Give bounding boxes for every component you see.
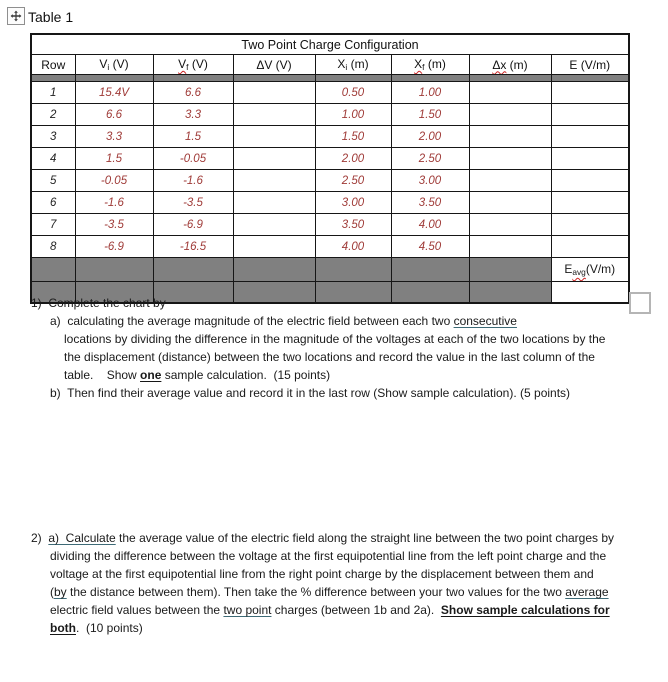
text-segment: avg [572, 267, 586, 278]
text-segment: locations by dividing the difference in the magnitude of the voltages at each of the two locations by the [64, 332, 606, 346]
separator-cell [31, 75, 75, 82]
cell-vf[interactable]: -3.5 [153, 192, 233, 214]
cell-vi[interactable]: 6.6 [75, 104, 153, 126]
cell-e[interactable] [551, 104, 629, 126]
col-header-e [551, 55, 629, 75]
instructions-question-2 [31, 529, 656, 637]
text-segment: (V) [109, 56, 129, 71]
cell-xf[interactable]: 1.50 [391, 104, 469, 126]
cell-row-number[interactable]: 2 [31, 104, 75, 126]
text-segment: E [564, 261, 573, 276]
cell-vi[interactable]: 3.3 [75, 126, 153, 148]
cell-xi[interactable]: 2.00 [315, 148, 391, 170]
text-segment: Δx [492, 57, 507, 72]
text-segment: ΔV (V) [256, 57, 292, 72]
instructions-question-1 [31, 294, 656, 402]
table-row [31, 214, 629, 236]
cell-dv[interactable] [233, 126, 315, 148]
cell-dx[interactable] [469, 214, 551, 236]
cell-dx[interactable] [469, 236, 551, 258]
cell-xf[interactable]: 2.50 [391, 148, 469, 170]
table-title: Two Point Charge Configuration [31, 34, 629, 55]
text-line [31, 619, 656, 637]
text-line [31, 583, 656, 601]
gray-cell [469, 258, 551, 282]
cell-xi[interactable]: 2.50 [315, 170, 391, 192]
text-segment: E (V/m) [569, 57, 611, 72]
cell-dx[interactable] [469, 126, 551, 148]
text-segment: table. Show [64, 368, 141, 382]
text-segment: X [337, 56, 346, 71]
text-segment: the average value of the electric field along the straight line between the two point charges by [115, 531, 615, 545]
text-segment: V [99, 56, 108, 71]
col-header-xi [315, 55, 391, 75]
gray-cell [315, 258, 391, 282]
text-segment: one [140, 368, 162, 382]
col-header-row [31, 55, 75, 75]
cell-dv[interactable] [233, 148, 315, 170]
table-row [31, 170, 629, 192]
cell-vi[interactable]: 15.4V [75, 82, 153, 104]
table-row [31, 236, 629, 258]
eavg-label-cell[interactable] [551, 258, 629, 282]
cell-row-number[interactable]: 7 [31, 214, 75, 236]
cell-xf[interactable]: 4.00 [391, 214, 469, 236]
gray-cell [233, 258, 315, 282]
cell-xi[interactable]: 3.00 [315, 192, 391, 214]
cell-vi[interactable]: -6.9 [75, 236, 153, 258]
cell-xf[interactable]: 4.50 [391, 236, 469, 258]
cell-vi[interactable]: 1.5 [75, 148, 153, 170]
cell-row-number[interactable]: 1 [31, 82, 75, 104]
cell-xi[interactable]: 4.00 [315, 236, 391, 258]
text-segment: a) Calculate [48, 531, 116, 545]
data-table [30, 33, 630, 304]
cell-dv[interactable] [233, 192, 315, 214]
cell-vi[interactable]: -3.5 [75, 214, 153, 236]
text-segment: (V/m) [585, 261, 616, 276]
cell-e[interactable] [551, 170, 629, 192]
text-segment: 1) Complete the chart by [31, 296, 166, 310]
eavg-label-row [31, 258, 629, 282]
cell-dv[interactable] [233, 170, 315, 192]
col-header-dx [469, 55, 551, 75]
gray-cell [391, 258, 469, 282]
cell-xf[interactable]: 2.00 [391, 126, 469, 148]
text-segment: the displacement (distance) between the two locations and record the value in the last column of the [64, 350, 595, 364]
text-segment: the distance between them). Then take the % difference between your two values for the two [66, 585, 566, 599]
text-line [31, 565, 656, 583]
cell-e[interactable] [551, 236, 629, 258]
table-row [31, 148, 629, 170]
text-segment: both [50, 621, 76, 635]
table-label: Table 1 [28, 9, 74, 25]
text-segment: Row [41, 57, 66, 72]
col-header-vf [153, 55, 233, 75]
cell-vf[interactable]: 1.5 [153, 126, 233, 148]
col-header-dv [233, 55, 315, 75]
cell-vf[interactable]: -0.05 [153, 148, 233, 170]
text-line [31, 330, 656, 348]
text-segment: i [345, 62, 348, 73]
cell-dx[interactable] [469, 148, 551, 170]
text-segment: two point [223, 603, 272, 617]
text-segment: electric field values between the [50, 603, 224, 617]
text-line [31, 529, 656, 547]
table-row [31, 82, 629, 104]
separator-cell [233, 75, 315, 82]
cell-row-number[interactable]: 8 [31, 236, 75, 258]
text-segment: a) calculating the average magnitude of the electric field between each two [50, 314, 454, 328]
table-title-row [31, 34, 629, 55]
cell-e[interactable] [551, 82, 629, 104]
text-segment: f [186, 62, 189, 73]
table-move-handle[interactable] [7, 7, 25, 25]
text-segment: (V) [188, 56, 208, 71]
separator-cell [153, 75, 233, 82]
cell-dx[interactable] [469, 82, 551, 104]
cell-vf[interactable]: 6.6 [153, 82, 233, 104]
cell-vf[interactable]: -16.5 [153, 236, 233, 258]
text-segment: by [54, 585, 67, 599]
cell-vf[interactable]: -1.6 [153, 170, 233, 192]
cell-row-number[interactable]: 5 [31, 170, 75, 192]
text-line [31, 366, 656, 384]
text-line [31, 348, 656, 366]
cell-xi[interactable]: 3.50 [315, 214, 391, 236]
cell-xf[interactable]: 3.00 [391, 170, 469, 192]
col-header-vi [75, 55, 153, 75]
cell-dx[interactable] [469, 104, 551, 126]
table-header-row [31, 55, 629, 75]
text-segment: ( [50, 585, 54, 599]
cell-e[interactable] [551, 192, 629, 214]
text-line [31, 601, 656, 619]
separator-cell [75, 75, 153, 82]
cell-e[interactable] [551, 126, 629, 148]
cell-dx[interactable] [469, 170, 551, 192]
separator-row [31, 75, 629, 82]
table-row [31, 192, 629, 214]
cell-dv[interactable] [233, 104, 315, 126]
cell-dv[interactable] [233, 82, 315, 104]
text-segment: X [414, 56, 423, 71]
separator-cell [315, 75, 391, 82]
cell-e[interactable] [551, 148, 629, 170]
text-segment: b) Then find their average value and record it in the last row (Show sample calculation). (5 points) [50, 386, 571, 400]
text-segment: (m) [506, 57, 528, 72]
gray-cell [153, 258, 233, 282]
text-segment: 2) [31, 531, 49, 545]
cell-row-number[interactable]: 3 [31, 126, 75, 148]
text-segment: voltage at the first equipotential line from the right point charge by the displacement between them and [50, 567, 594, 581]
move-cross-icon [10, 10, 22, 22]
text-line [31, 384, 656, 402]
text-segment: Show sample calculations for [440, 603, 610, 617]
cell-vi[interactable]: -0.05 [75, 170, 153, 192]
separator-cell [391, 75, 469, 82]
cell-xi[interactable]: 1.50 [315, 126, 391, 148]
cell-xi[interactable]: 1.00 [315, 104, 391, 126]
text-segment: i [107, 62, 110, 73]
text-line [31, 312, 656, 330]
text-segment: charges (between 1b and 2a). [271, 603, 441, 617]
text-segment: (m) [424, 56, 446, 71]
text-segment: sample calculation. (15 points) [161, 368, 331, 382]
gray-cell [75, 258, 153, 282]
cell-row-number[interactable]: 6 [31, 192, 75, 214]
separator-cell [469, 75, 551, 82]
text-segment: dividing the difference between the voltage at the first equipotential line from the left point charge and the [50, 549, 607, 563]
cell-dx[interactable] [469, 192, 551, 214]
cell-xf[interactable]: 1.00 [391, 82, 469, 104]
col-header-xf [391, 55, 469, 75]
cell-dv[interactable] [233, 236, 315, 258]
cell-xf[interactable]: 3.50 [391, 192, 469, 214]
table-row [31, 104, 629, 126]
text-segment: f [422, 62, 425, 73]
table-row [31, 126, 629, 148]
cell-e[interactable] [551, 214, 629, 236]
text-segment: . (10 points) [76, 621, 143, 635]
cell-vf[interactable]: 3.3 [153, 104, 233, 126]
separator-cell [551, 75, 629, 82]
cell-vf[interactable]: -6.9 [153, 214, 233, 236]
text-segment: consecutive [453, 314, 517, 328]
text-segment: average [565, 585, 609, 599]
gray-cell [31, 258, 75, 282]
cell-row-number[interactable]: 4 [31, 148, 75, 170]
cell-xi[interactable]: 0.50 [315, 82, 391, 104]
text-segment: V [178, 56, 187, 71]
text-segment: (m) [347, 56, 369, 71]
text-line [31, 547, 656, 565]
cell-dv[interactable] [233, 214, 315, 236]
text-line [31, 294, 656, 312]
cell-vi[interactable]: -1.6 [75, 192, 153, 214]
